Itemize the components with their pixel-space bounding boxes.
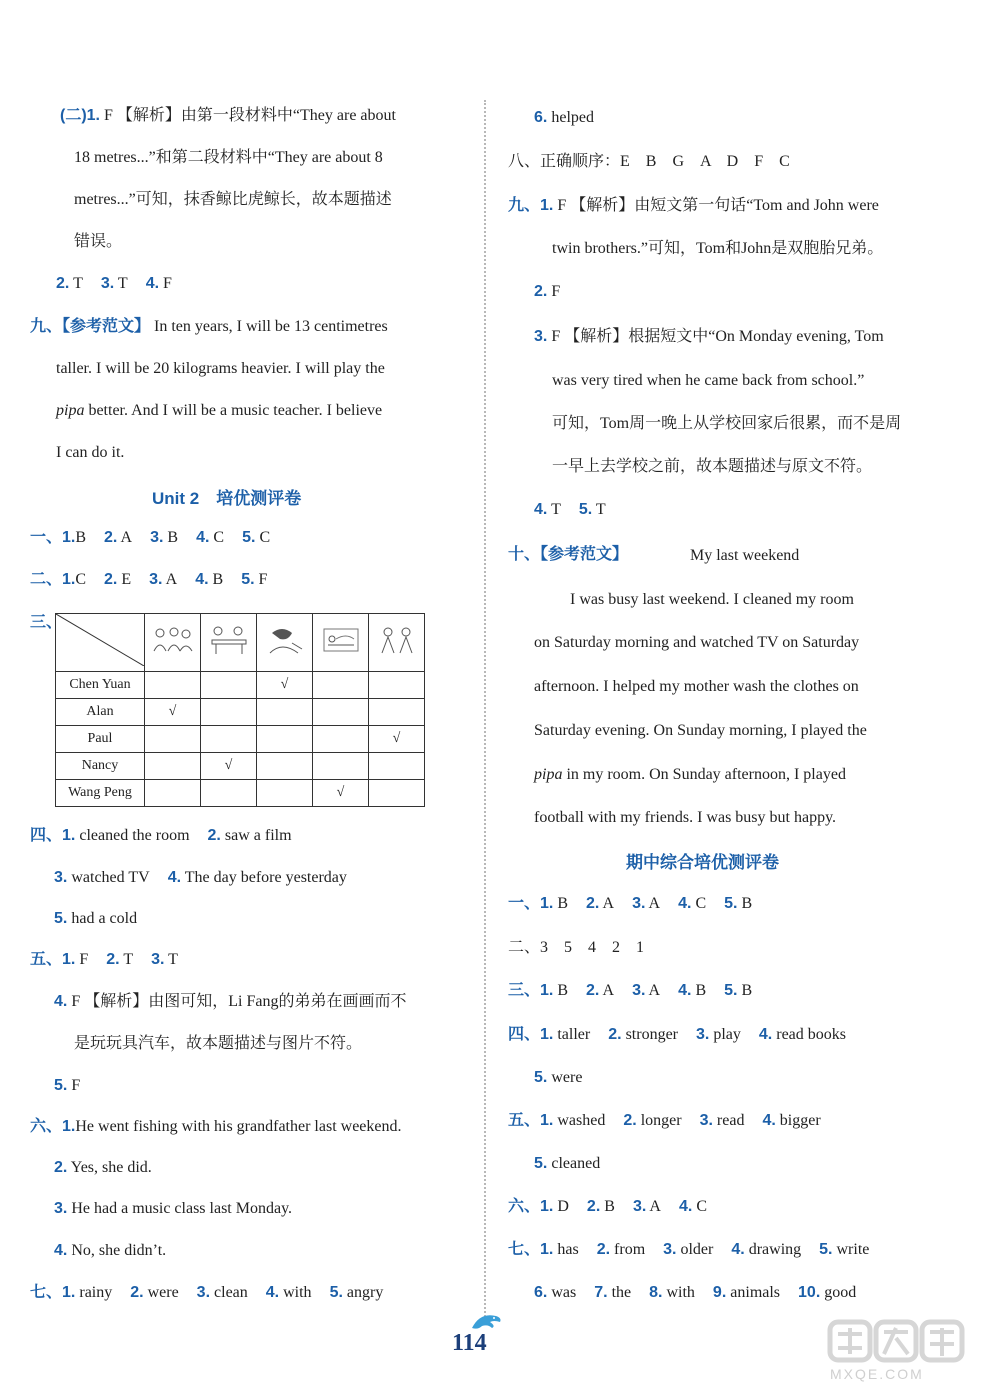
table-name-cell: Alan: [56, 699, 145, 726]
table-check-cell: [369, 672, 425, 699]
m7-line-2: 6. was 7. the 8. with 9. animals 10. good: [534, 1284, 857, 1301]
table-check-cell: √: [257, 672, 313, 699]
s2-line-1: (二)1. F 【解析】由第一段材料中“They are about: [60, 107, 396, 124]
table-check-cell: √: [313, 780, 369, 807]
person-drawing-picture-icon: [262, 623, 308, 657]
r8-order: 八、正确顺序：E B G A D F C: [508, 153, 790, 170]
table-check-cell: [313, 672, 369, 699]
people-at-table-picture-icon: [206, 623, 252, 657]
table-row: [56, 699, 425, 726]
column-divider: [484, 100, 486, 1320]
watermark-text: MXQE.COM: [830, 1366, 924, 1382]
table-name-cell: Nancy: [56, 753, 145, 780]
s2-answers: 2. T 3. T 4. F: [56, 275, 172, 292]
m2-answers: 二、3 5 4 2 1: [508, 939, 645, 956]
two-people-picture-icon: [374, 623, 420, 657]
table-check-cell: [257, 726, 313, 753]
picture-5-cell: [369, 614, 425, 672]
r9-line-2: twin brothers.”可知，Tom和John是双胞胎兄弟。: [552, 240, 884, 257]
table-check-cell: [369, 780, 425, 807]
table-check-cell: [257, 780, 313, 807]
table-name-cell: Chen Yuan: [56, 672, 145, 699]
u1-answers: 一、1.B 2. A 3. B 4. C 5. C: [30, 529, 271, 546]
table-row: [56, 726, 425, 753]
m6-answers: 六、1. D 2. B 3. A 4. C: [508, 1198, 707, 1215]
unit2-title: Unit 2 培优测评卷: [152, 489, 302, 508]
r9-line-6: 可知，Tom周一晚上从学校回家后很累，而不是周: [552, 415, 902, 432]
r9-line-7: 一早上去学校之前，故本题描述与原文不符。: [552, 458, 873, 475]
r10-header: 十、【参考范文】: [508, 546, 629, 563]
m5-line-2: 5. cleaned: [534, 1155, 601, 1172]
m5-line-1: 五、1. washed 2. longer 3. read 4. bigger: [508, 1112, 821, 1129]
r9-line-1: 九、1. F 【解析】由短文第一句话“Tom and John were: [508, 197, 879, 214]
table-check-cell: [313, 753, 369, 780]
r10-line-5: pipa in my room. On Sunday afternoon, I played: [534, 766, 846, 783]
table-check-cell: √: [145, 699, 201, 726]
table-row: [56, 780, 425, 807]
table-check-cell: [201, 672, 257, 699]
page-number: 114: [452, 1330, 487, 1356]
table-check-cell: [369, 699, 425, 726]
table-check-cell: √: [201, 753, 257, 780]
s2-line-2: 18 metres...”和第二段材料中“They are about 8: [74, 149, 383, 166]
table-check-cell: [201, 780, 257, 807]
table-check-cell: [145, 753, 201, 780]
m7-line-1: 七、1. has 2. from 3. older 4. drawing 5. write: [508, 1241, 870, 1258]
s9-line-3: pipa better. And I will be a music teacher. I believe: [56, 402, 383, 419]
table-check-cell: [201, 726, 257, 753]
table-check-cell: [313, 726, 369, 753]
table-check-cell: √: [369, 726, 425, 753]
u6-line-2: 2. Yes, she did.: [54, 1159, 152, 1176]
children-playing-picture-icon: [150, 623, 196, 657]
u4-line-2: 3. watched TV 4. The day before yesterday: [54, 869, 347, 886]
u6-line-4: 4. No, she didn’t.: [54, 1242, 167, 1259]
u6-line-3: 3. He had a music class last Monday.: [54, 1200, 293, 1217]
table-check-cell: [257, 753, 313, 780]
m4-line-1: 四、1. taller 2. stronger 3. play 4. read books: [508, 1026, 847, 1043]
u6-line-1: 六、1.He went fishing with his grandfather last weekend.: [30, 1118, 402, 1135]
u7-answers: 七、1. rainy 2. were 3. clean 4. with 5. angry: [30, 1284, 384, 1301]
r9-line-8: 4. T 5. T: [534, 501, 606, 518]
picture-4-cell: [313, 614, 369, 672]
table-check-cell: [257, 699, 313, 726]
s2-line-3: metres...”可知，抹香鲸比虎鲸长，故本题描述: [74, 191, 392, 208]
r10-line-3: afternoon. I helped my mother wash the clothes on: [534, 678, 859, 695]
picture-3-cell: [257, 614, 313, 672]
table-row: [56, 672, 425, 699]
picture-1-cell: [145, 614, 201, 672]
u3-label: 三、: [30, 614, 63, 631]
r6-answer: 6. helped: [534, 109, 594, 126]
u5-line-4: 5. F: [54, 1077, 81, 1094]
table-name-cell: Wang Peng: [56, 780, 145, 807]
u4-line-3: 5. had a cold: [54, 910, 138, 927]
table-check-cell: [145, 726, 201, 753]
m1-answers: 一、1. B 2. A 3. A 4. C 5. B: [508, 895, 753, 912]
m4-line-2: 5. were: [534, 1069, 583, 1086]
u5-line-3: 是玩玩具汽车，故本题描述与图片不符。: [74, 1035, 363, 1052]
r10-line-4: Saturday evening. On Sunday morning, I played the: [534, 722, 867, 739]
diagonal-header-cell: [56, 614, 145, 672]
s2-line-4: 错误。: [74, 233, 123, 250]
answer-table: [55, 613, 425, 807]
table-name-cell: Paul: [56, 726, 145, 753]
m3-answers: 三、1. B 2. A 3. A 4. B 5. B: [508, 982, 753, 999]
s9-line-4: I can do it.: [56, 444, 125, 461]
person-in-bed-picture-icon: [318, 623, 364, 657]
r10-line-6: football with my friends. I was busy but happy.: [534, 809, 837, 826]
u2-answers: 二、1.C 2. E 3. A 4. B 5. F: [30, 571, 268, 588]
table-check-cell: [145, 780, 201, 807]
s9-line-2: taller. I will be 20 kilograms heavier. I will play the: [56, 360, 385, 377]
u5-line-2: 4. F 【解析】由图可知，Li Fang的弟弟在画画而不: [54, 993, 407, 1010]
r9-line-5: was very tired when he came back from school.”: [552, 372, 865, 389]
u4-line-1: 四、1. cleaned the room 2. saw a film: [30, 827, 292, 844]
diagonal-line: [56, 614, 144, 666]
table-check-cell: [313, 699, 369, 726]
table-row: [56, 753, 425, 780]
r9-line-3: 2. F: [534, 283, 561, 300]
u5-line-1: 五、1. F 2. T 3. T: [30, 951, 178, 968]
r10-line-1: I was busy last weekend. I cleaned my room: [570, 591, 854, 608]
midterm-title: 期中综合培优测评卷: [626, 853, 779, 872]
table-check-cell: [369, 753, 425, 780]
table-header-row: [56, 614, 425, 672]
table-check-cell: [145, 672, 201, 699]
r10-line-2: on Saturday morning and watched TV on Saturday: [534, 634, 860, 651]
table-check-cell: [201, 699, 257, 726]
s9-line-1: 九、【参考范文】 In ten years, I will be 13 centimetres: [30, 318, 388, 335]
r10-essay-title: My last weekend: [690, 547, 800, 564]
picture-2-cell: [201, 614, 257, 672]
r9-line-4: 3. F 【解析】根据短文中“On Monday evening, Tom: [534, 328, 884, 345]
